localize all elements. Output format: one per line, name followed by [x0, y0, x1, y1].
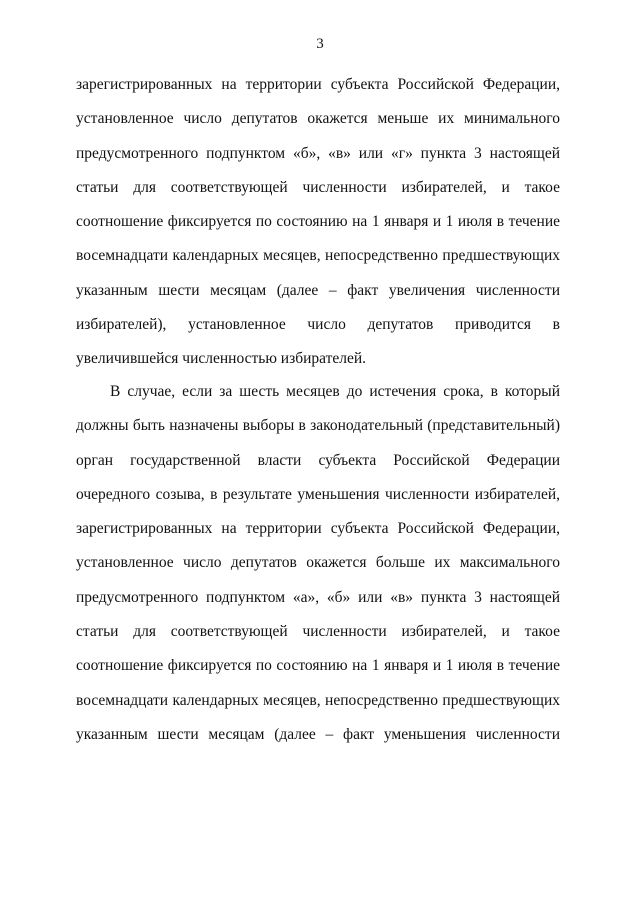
paragraph-1 — [76, 68, 560, 377]
paragraph-2-line: В случае, если за шесть месяцев до истечения срока, в который — [110, 383, 560, 400]
paragraph-1-line: увеличившейся численностью избирателей. — [76, 350, 367, 368]
paragraph-1-line: зарегистрированных на территории субъекта Российской Федерации, — [76, 76, 560, 93]
paragraph-1-line: восемнадцати календарных месяцев, непосредственно предшествующих — [76, 247, 560, 265]
paragraph-1-line: избирателей), установленное число депутатов приводится в — [76, 316, 560, 334]
paragraph-1-line: установленное число депутатов окажется меньше их минимального — [76, 110, 560, 128]
page-number: 3 — [316, 36, 324, 52]
paragraph-2-line: орган государственной власти субъекта Российской Федерации — [76, 451, 560, 469]
paragraph-2-line: должны быть назначены выборы в законодательный (представительный) — [76, 417, 560, 435]
paragraph-1-line: предусмотренного подпунктом «б», «в» или «г» пункта 3 настоящей — [76, 144, 560, 162]
paragraph-2-line: очередного созыва, в результате уменьшения численности избирателей, — [76, 485, 560, 503]
paragraph-1-line: соотношение фиксируется по состоянию на 1 января и 1 июля в течение — [76, 213, 560, 231]
paragraph-2-line: зарегистрированных на территории субъекта Российской Федерации, — [76, 520, 560, 538]
paragraph-1-line: указанным шести месяцам (далее – факт увеличения численности — [76, 281, 560, 299]
paragraph-2-line: статьи для соответствующей численности избирателей, и такое — [76, 623, 560, 641]
paragraph-2-line: указанным шести месяцам (далее – факт уменьшения численности — [76, 725, 560, 743]
paragraph-2-line: предусмотренного подпунктом «а», «б» или «в» пункта 3 настоящей — [76, 588, 560, 606]
paragraph-2-line: восемнадцати календарных месяцев, непосредственно предшествующих — [76, 691, 560, 709]
paragraph-2-line: соотношение фиксируется по состоянию на 1 января и 1 июля в течение — [76, 657, 560, 675]
paragraph-2 — [76, 375, 560, 752]
paragraph-1-line: статьи для соответствующей численности избирателей, и такое — [76, 178, 560, 196]
paragraph-2-line: установленное число депутатов окажется больше их максимального — [76, 554, 560, 572]
